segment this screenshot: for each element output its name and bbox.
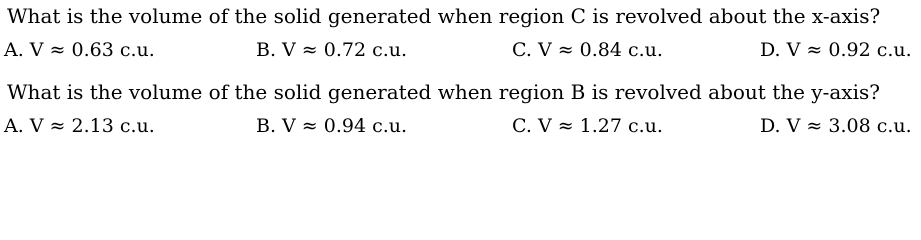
- question-1-choice-c: C. V ≈ 0.84 c.u.: [512, 39, 663, 61]
- question-1-choice-d: D. V ≈ 0.92 c.u.: [760, 39, 912, 61]
- question-2-choice-b: B. V ≈ 0.94 c.u.: [256, 115, 408, 137]
- question-1-stem: What is the volume of the solid generated when region C is revolved about the x-axis?: [7, 4, 881, 28]
- question-2-choices: [0, 112, 921, 142]
- question-1-choice-b: B. V ≈ 0.72 c.u.: [256, 39, 408, 61]
- question-2-choice-c: C. V ≈ 1.27 c.u.: [512, 115, 663, 137]
- question-1-choice-a: A. V ≈ 0.63 c.u.: [4, 39, 155, 61]
- question-2-choice-d: D. V ≈ 3.08 c.u.: [760, 115, 912, 137]
- question-1-choices: [0, 36, 921, 66]
- question-2-choice-a: A. V ≈ 2.13 c.u.: [4, 115, 155, 137]
- question-2-stem: What is the volume of the solid generated when region B is revolved about the y-axis?: [7, 80, 880, 104]
